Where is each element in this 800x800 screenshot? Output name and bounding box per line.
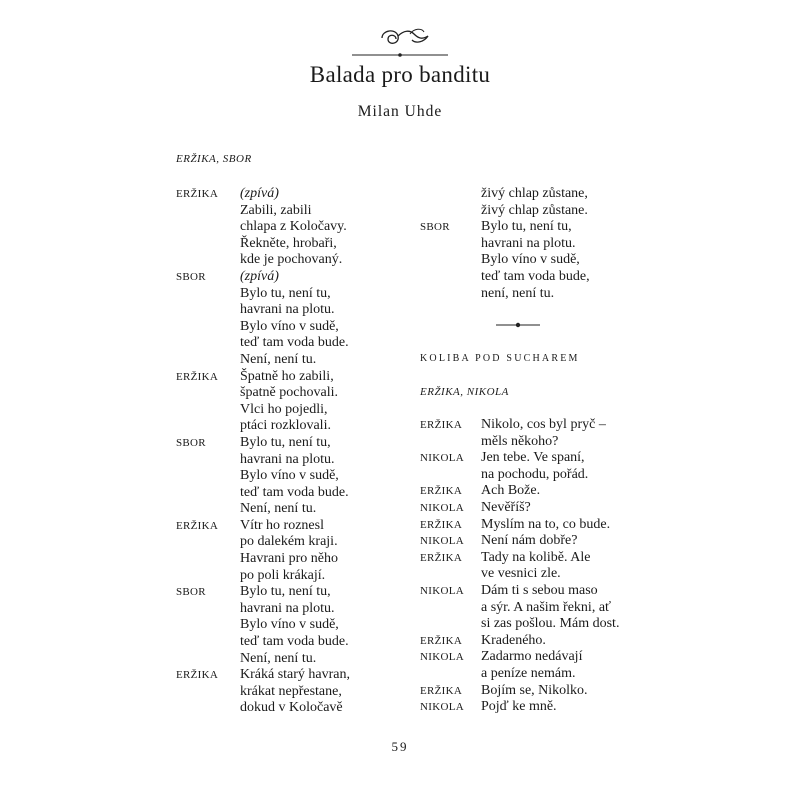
verse-line: měls někoho? bbox=[481, 433, 559, 449]
verse-line: Bylo tu, není tu, bbox=[240, 434, 331, 450]
verse-line: Bylo tu, není tu, bbox=[240, 285, 331, 301]
verse-line: kde je pochovaný. bbox=[240, 252, 343, 268]
verse-line: a sýr. A našim řekni, ať bbox=[481, 599, 612, 615]
speaker-label: ERŽIKA bbox=[420, 551, 463, 564]
speaker-label: NIKOLA bbox=[420, 651, 464, 664]
dialogue-block bbox=[420, 583, 660, 633]
speaker-label: ERŽIKA bbox=[420, 485, 463, 498]
speaker-label: ERŽIKA bbox=[176, 519, 219, 532]
verse-line: teď tam voda bude. bbox=[240, 484, 349, 500]
verse-line: Bylo tu, není tu, bbox=[481, 219, 572, 235]
verse-line: Zabili, zabili bbox=[240, 202, 312, 218]
dialogue-block bbox=[176, 269, 386, 369]
verse-line: Zadarmo nedávají bbox=[481, 649, 583, 665]
verse-line: teď tam voda bude, bbox=[481, 268, 590, 284]
speaker-label: ERŽIKA bbox=[176, 669, 219, 682]
scene-header: ERŽIKA, SBOR bbox=[176, 153, 252, 165]
verse-line: Vítr ho roznesl bbox=[240, 517, 324, 533]
page-number: 59 bbox=[391, 739, 409, 754]
verse-line: Nevěříš? bbox=[481, 499, 531, 515]
verse-line: na pochodu, pořád. bbox=[481, 466, 589, 482]
left-column bbox=[176, 186, 386, 717]
speaker-label: ERŽIKA bbox=[176, 370, 219, 383]
dialogue-block bbox=[176, 667, 386, 717]
verse-line: si zas pošlou. Mám dost. bbox=[481, 616, 620, 632]
verse-line: Bylo víno v sudě, bbox=[481, 252, 580, 268]
verse-line: Není nám dobře? bbox=[481, 533, 578, 549]
dialogue-block bbox=[176, 435, 386, 518]
verse-line: havrani na plotu. bbox=[240, 302, 335, 318]
speaker-label: ERŽIKA bbox=[176, 188, 219, 200]
page-title: Balada pro banditu bbox=[309, 62, 491, 87]
verse-line: Ach Bože. bbox=[481, 483, 541, 499]
speaker-label: SBOR bbox=[176, 586, 206, 599]
verse-line: Tady na kolibě. Ale bbox=[481, 549, 591, 565]
speaker-label: NIKOLA bbox=[420, 535, 464, 548]
dialogue-block bbox=[420, 649, 660, 682]
speaker-label: ERŽIKA bbox=[420, 518, 463, 531]
verse-line: Není, není tu. bbox=[240, 501, 317, 517]
verse-line: Bylo víno v sudě, bbox=[240, 617, 339, 633]
verse-line: ve vesnici zle. bbox=[481, 566, 561, 582]
dialogue-block bbox=[420, 683, 660, 700]
dialogue-block bbox=[420, 699, 660, 716]
verse-line: Není, není tu. bbox=[240, 351, 317, 367]
verse-line: Kradeného. bbox=[481, 632, 546, 648]
dialogue-block bbox=[420, 633, 660, 650]
dialogue-block bbox=[420, 219, 650, 302]
verse-line: Nikolo, cos byl pryč – bbox=[481, 417, 606, 432]
dialogue-block bbox=[176, 584, 386, 667]
speaker-label: SBOR bbox=[420, 221, 450, 234]
flourish-ornament-icon bbox=[352, 22, 448, 62]
verse-line: teď tam voda bude. bbox=[240, 634, 349, 650]
author-name: Milan Uhde bbox=[357, 103, 443, 120]
verse-line: živý chlap zůstane. bbox=[481, 202, 588, 218]
verse-line: živý chlap zůstane, bbox=[481, 186, 588, 201]
right-column bbox=[420, 186, 650, 302]
verse-line: havrani na plotu. bbox=[240, 600, 335, 616]
verse-line: Není, není tu. bbox=[240, 650, 317, 666]
dialogue-block bbox=[176, 186, 386, 269]
speaker-label: NIKOLA bbox=[420, 584, 464, 597]
speaker-label: SBOR bbox=[176, 436, 206, 449]
verse-line: chlapa z Koločavy. bbox=[240, 219, 347, 235]
speaker-label: NIKOLA bbox=[420, 501, 464, 514]
dialogue-block bbox=[420, 417, 660, 450]
verse-line: Bojím se, Nikolko. bbox=[481, 682, 588, 698]
dialogue-block bbox=[420, 533, 660, 550]
dialogue-block bbox=[420, 517, 660, 534]
verse-line: Bylo víno v sudě, bbox=[240, 468, 339, 484]
speaker-label: SBOR bbox=[176, 270, 206, 283]
dialogue-block bbox=[420, 500, 660, 517]
verse-line: po poli krákají. bbox=[240, 567, 326, 583]
verse-line: a peníze nemám. bbox=[481, 665, 576, 681]
scene-location: KOLIBA POD SUCHAREM bbox=[420, 353, 580, 364]
speaker-label: ERŽIKA bbox=[420, 684, 463, 697]
verse-line: špatně pochovali. bbox=[240, 385, 338, 401]
verse-line: Bylo tu, není tu, bbox=[240, 584, 331, 600]
speaker-label: NIKOLA bbox=[420, 701, 464, 714]
verse-line: Řekněte, hrobaři, bbox=[240, 235, 337, 251]
verse-line: dokud v Koločavě bbox=[240, 700, 343, 716]
verse-line: ptáci rozklovali. bbox=[240, 418, 331, 434]
verse-line: Špatně ho zabili, bbox=[240, 368, 334, 384]
verse-line: Myslím na to, co bude. bbox=[481, 516, 611, 532]
dialogue-block bbox=[420, 450, 660, 483]
section-divider-icon bbox=[496, 319, 540, 331]
verse-line: havrani na plotu. bbox=[481, 235, 576, 251]
verse-line: teď tam voda bude. bbox=[240, 335, 349, 351]
verse-line: Jen tebe. Ve spaní, bbox=[481, 450, 585, 466]
dialogue-block bbox=[176, 518, 386, 584]
verse-line: krákat nepřestane, bbox=[240, 683, 342, 699]
verse-line: Kráká starý havran, bbox=[240, 667, 351, 683]
verse-line: Vlci ho pojedli, bbox=[240, 401, 328, 417]
scene-header: ERŽIKA, NIKOLA bbox=[420, 386, 509, 398]
verse-line: Bylo víno v sudě, bbox=[240, 318, 339, 334]
dialogue-block bbox=[176, 369, 386, 435]
verse-line: po dalekém kraji. bbox=[240, 534, 338, 550]
verse-line: havrani na plotu. bbox=[240, 451, 335, 467]
verse-line: Dám ti s sebou maso bbox=[481, 582, 598, 598]
speaker-label: ERŽIKA bbox=[420, 634, 463, 647]
speaker-label: NIKOLA bbox=[420, 452, 464, 465]
right-column-scene2 bbox=[420, 417, 660, 716]
dialogue-block bbox=[420, 483, 660, 500]
verse-line: Pojď ke mně. bbox=[481, 699, 557, 715]
stage-direction: (zpívá) bbox=[240, 186, 279, 201]
stage-direction: (zpívá) bbox=[240, 268, 279, 284]
speaker-label: ERŽIKA bbox=[420, 419, 463, 431]
verse-line: není, není tu. bbox=[481, 285, 555, 301]
verse-line: Havrani pro něho bbox=[240, 551, 338, 567]
dialogue-block bbox=[420, 550, 660, 583]
